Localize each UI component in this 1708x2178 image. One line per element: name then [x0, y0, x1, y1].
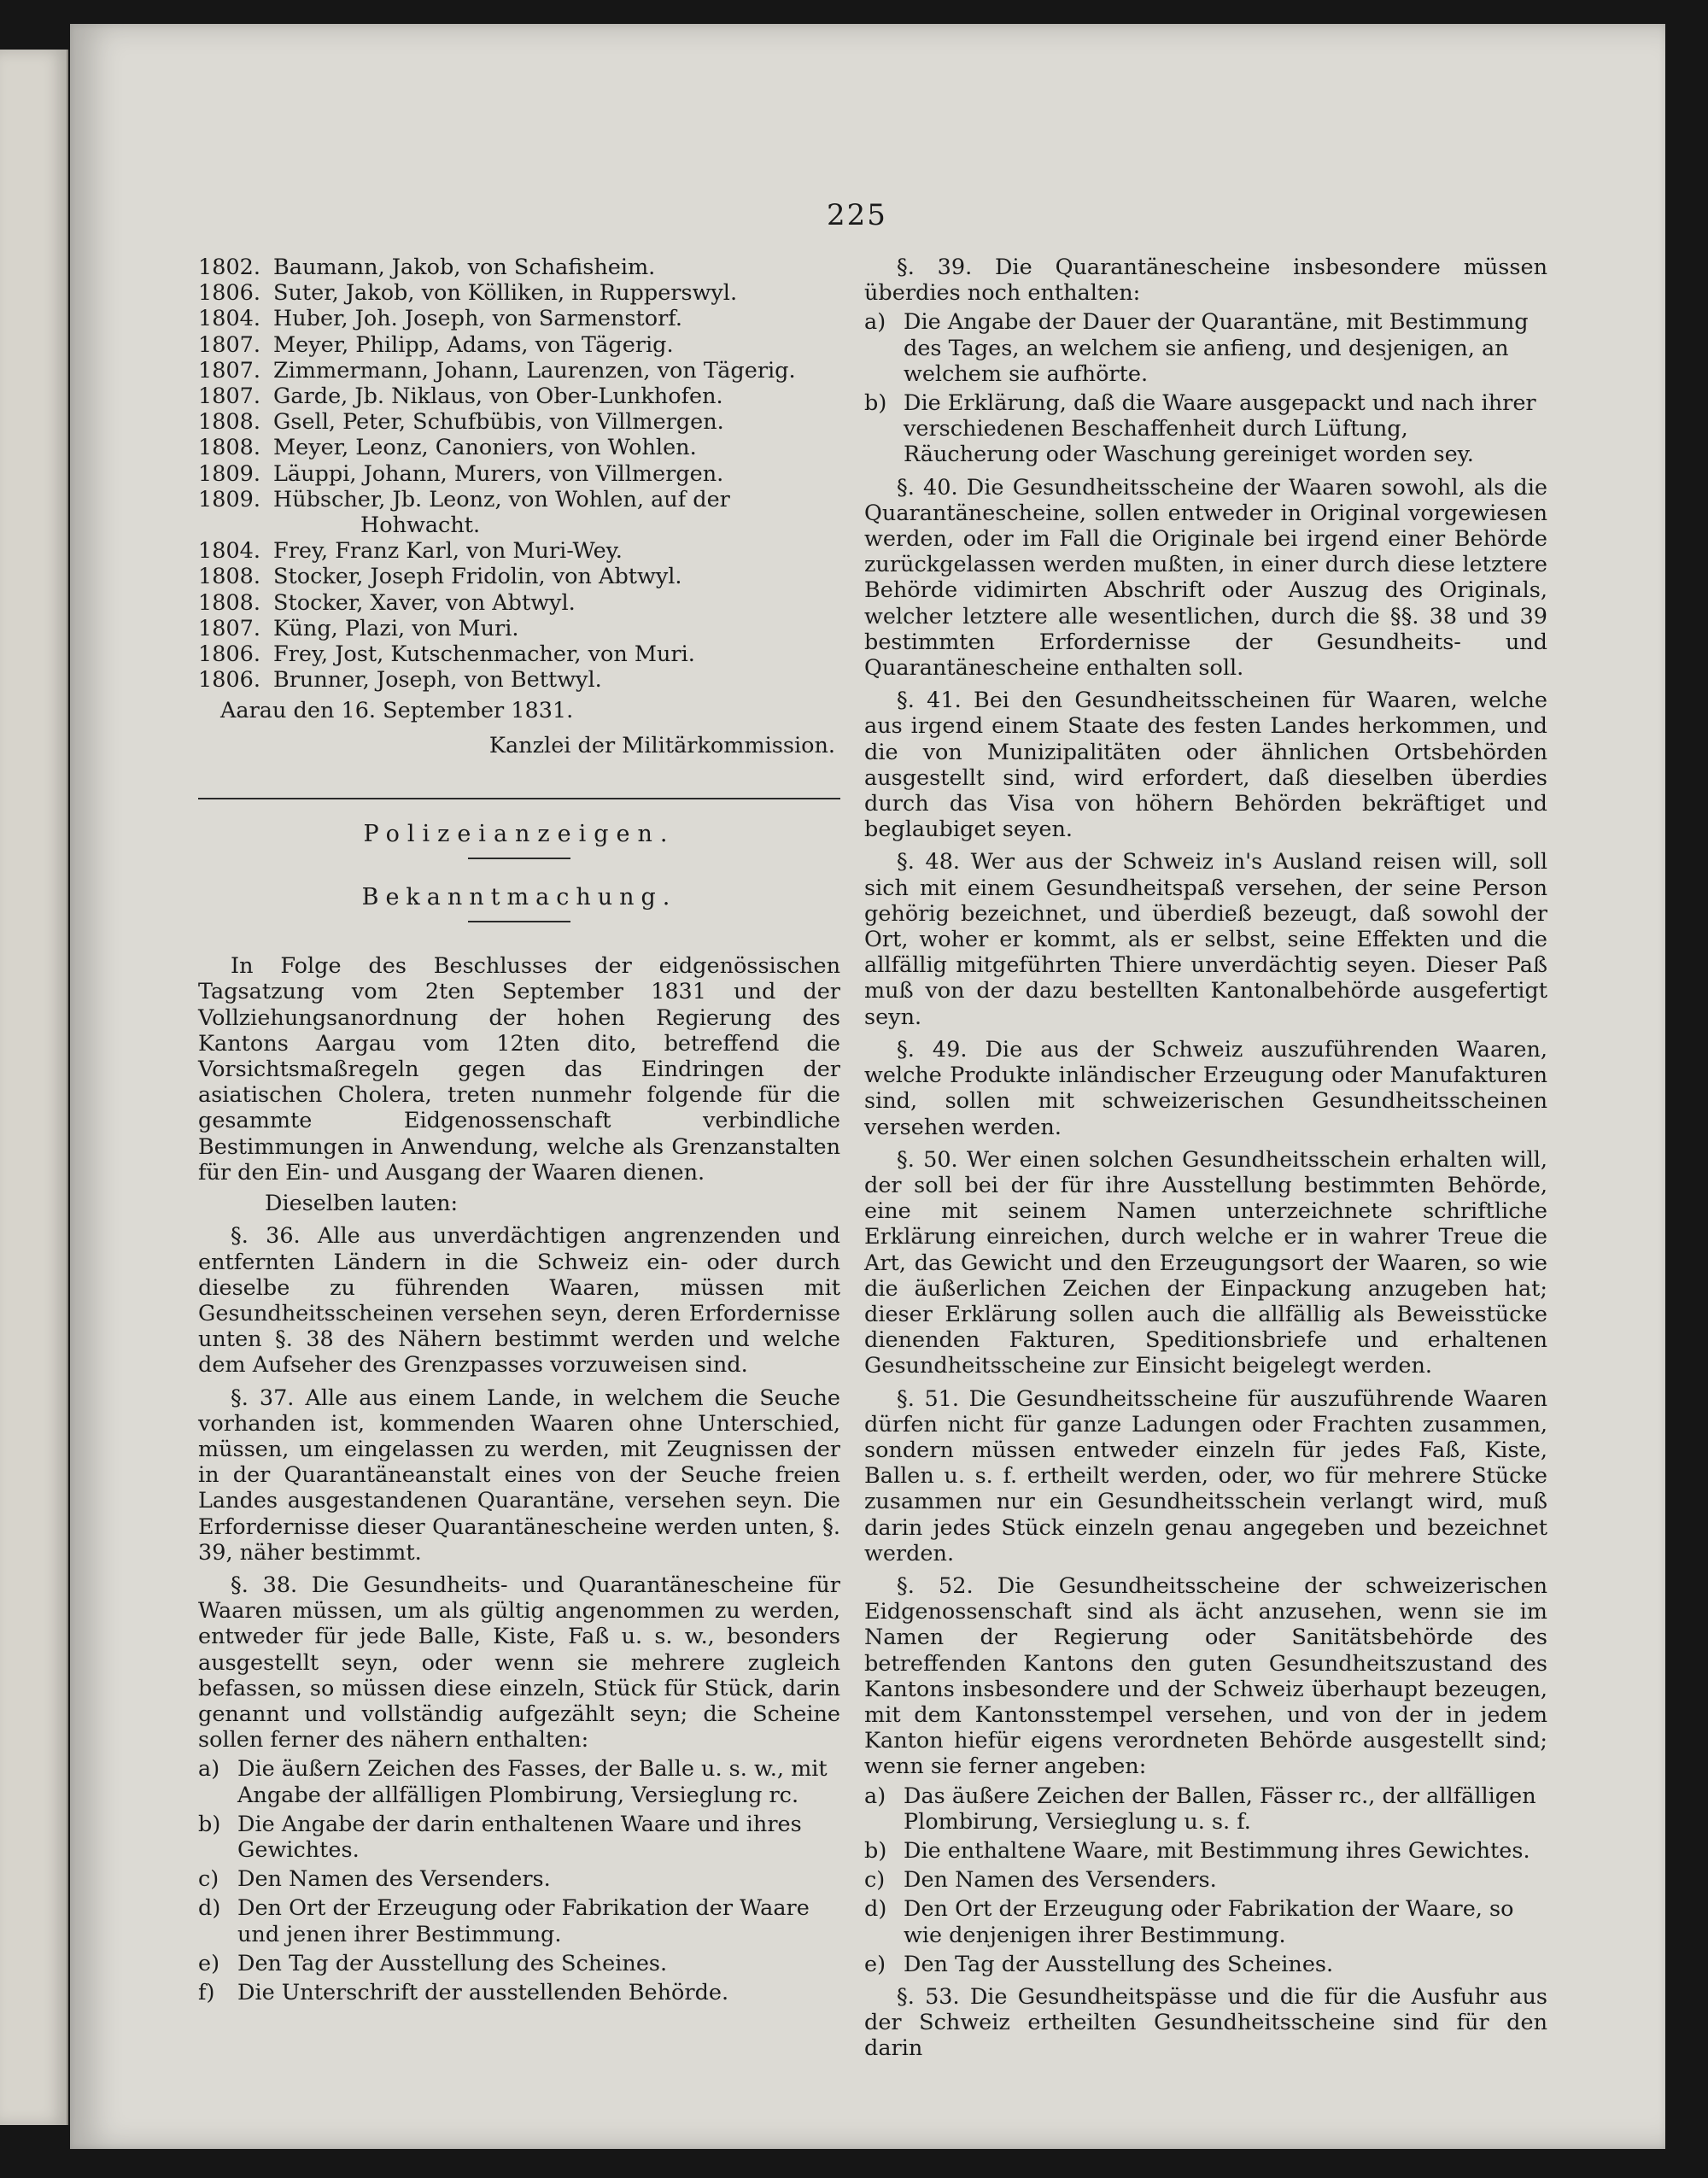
- roster-name: Hohwacht.: [360, 512, 481, 539]
- roster-year: 1808.: [198, 564, 261, 590]
- list-text: Das äußere Zeichen der Ballen, Fässer rc., der allfälligen Plombirung, Versieglung u. s. f.: [904, 1783, 1536, 1835]
- roster-year: 1809.: [198, 486, 261, 512]
- list-marker: d): [864, 1896, 887, 1923]
- roster-row: [198, 435, 840, 460]
- list-marker: f): [198, 1979, 215, 2005]
- roster-name: Stocker, Xaver, von Abtwyl.: [273, 589, 576, 616]
- lead-line: Dieselben lauten:: [265, 1191, 459, 1217]
- page-number: 225: [827, 198, 887, 232]
- roster-name: Meyer, Leonz, Canoniers, von Wohlen.: [273, 435, 697, 461]
- roster-row: [198, 616, 840, 641]
- section-divider: [198, 798, 840, 799]
- roster-name: Huber, Joh. Joseph, von Sarmenstorf.: [273, 306, 682, 332]
- list-item: [864, 309, 1547, 387]
- list-marker: a): [864, 309, 886, 336]
- roster-row: [198, 255, 840, 280]
- roster-name: Frey, Jost, Kutschenmacher, von Muri.: [273, 641, 695, 668]
- list-item: [864, 1952, 1547, 1977]
- list-text: Die äußern Zeichen des Fasses, der Balle u. s. w., mit Angabe der allfälligen Plombirung, Versieglung rc.: [237, 1756, 828, 1808]
- list-item: [864, 390, 1547, 468]
- roster-row: [198, 667, 840, 693]
- list-item: [198, 1812, 840, 1863]
- roster-name: Brunner, Joseph, von Bettwyl.: [273, 667, 602, 694]
- paragraph-49: §. 49. Die aus der Schweiz auszuführenden Waaren, welche Produkte inländischer Erzeugung oder Manufakturen sind, sollen mit schweizerischen Gesundheitsscheinen versehen werden.: [864, 1036, 1547, 1140]
- right-column: [864, 255, 1547, 2062]
- paragraph-37: §. 37. Alle aus einem Lande, in welchem die Seuche vorhanden ist, kommenden Waaren ohne Unterschied, müssen, um eingelassen zu werden, mit Zeugnissen der in der Quarantäneanstalt eines von der Seuche freien Landes ausgestandenen Quarantäne, versehen seyn. Die Erfordernisse dieser Quarantänescheine werden unten, §. 39, näher bestimmt.: [198, 1385, 840, 1566]
- list-marker: d): [198, 1895, 221, 1922]
- roster-row: [198, 538, 840, 564]
- roster-name: Läuppi, Johann, Murers, von Villmergen.: [273, 460, 724, 487]
- roster-year: 1806.: [198, 641, 261, 668]
- paragraph-40: §. 40. Die Gesundheitsscheine der Waaren sowohl, als die Quarantänescheine, sollen entweder in Original vorgewiesen werden, oder im Fall die Originale bei irgend einer Behörde zurückgelassen werden mußten, in einer durch diese letztere Behörde vidimirten Abschrift oder Auszug des Originals, welcher letztere alle wesentlichen, durch die §§. 38 und 39 bestimmten Erfordernisse der Gesundheits- und Quarantänescheine enthalten soll.: [864, 474, 1547, 682]
- list-item: [198, 1895, 840, 1947]
- paragraph-41: §. 41. Bei den Gesundheitsscheinen für Waaren, welche aus irgend einem Staate des festen Landes herkommen, und die von Munizipalitäten oder ähnlichen Ortsbehörden ausgestellt sind, wird erfordert, daß dieselben überdies durch das Visa von höhern Behörden bekräftiget und beglaubiget seyen.: [864, 688, 1547, 843]
- paragraph-50: §. 50. Wer einen solchen Gesundheitsschein erhalten will, der soll bei der für ihre Ausstellung bestimmten Behörde, eine mit seinem Namen unterzeichnete schriftliche Erklärung einreichen, durch welche er in wahrer Treue die Art, das Gewicht und den Erzeugungsort der Waaren, so wie die äußerlichen Zeichen der Einpackung anzugeben hat; dieser Erklärung sollen auch die allfällig als Beweisstücke dienenden Fakturen, Speditionsbriefe und erhaltenen Gesundheitsscheine zur Einsicht beigelegt werden.: [864, 1146, 1547, 1379]
- list-marker: a): [198, 1756, 220, 1783]
- roster-row-continuation: [198, 512, 840, 538]
- list-text: Den Tag der Ausstellung des Scheines.: [237, 1950, 668, 1976]
- list-text: Den Namen des Versenders.: [904, 1867, 1217, 1894]
- roster-row: [198, 358, 840, 383]
- roster-name: Frey, Franz Karl, von Muri-Wey.: [273, 538, 623, 565]
- paragraph-48: §. 48. Wer aus der Schweiz in's Ausland reisen will, soll sich mit einem Gesundheitspaß versehen, der seine Person gehörig bezeichnet, und überdieß bezeugt, daß sowohl der Ort, woher er kommt, als er selbst, seine Effekten und die allfällig mitgeführten Thiere unverdächtig seyen. Dieser Paß muß von der dazu bestellten Kantonalbehörde ausgefertigt seyn.: [864, 849, 1547, 1030]
- roster-name: Küng, Plazi, von Muri.: [273, 615, 519, 641]
- list-text: Den Ort der Erzeugung oder Fabrikation der Waare, so wie denjenigen ihrer Bestimmung.: [904, 1896, 1514, 1948]
- list-item: [864, 1783, 1547, 1835]
- signature: Kanzlei der Militärkommission.: [488, 732, 835, 758]
- roster-name: Suter, Jakob, von Kölliken, in Rupperswyl.: [273, 280, 738, 307]
- roster-year: 1808.: [198, 435, 261, 461]
- roster-year: 1806.: [198, 280, 261, 307]
- list-text: Die Angabe der Dauer der Quarantäne, mit Bestimmung des Tages, an welchem sie anfieng, und desjenigen, an welchem sie aufhörte.: [904, 309, 1529, 387]
- list-text: Die Erklärung, daß die Waare ausgepackt und nach ihrer verschiedenen Beschaffenheit durch Lüftung, Räucherung oder Waschung gereiniget worden sey.: [904, 390, 1536, 468]
- list-marker: c): [198, 1866, 219, 1893]
- list-marker: b): [864, 1837, 887, 1864]
- list-item: [198, 1980, 840, 2005]
- list-text: Den Namen des Versenders.: [237, 1866, 551, 1893]
- roster-name: Gsell, Peter, Schufbübis, von Villmergen.: [273, 409, 724, 436]
- paragraph-52: §. 52. Die Gesundheitsscheine der schweizerischen Eidgenossenschaft sind als ächt anzusehen, wenn sie im Namen der Regierung oder Sanitätsbehörde des betreffenden Kantons den guten Gesundheitszustand des Kantons insbesondere und der Schweiz überhaupt bezeugen, mit dem Kantonsstempel versehen, und von der in jedem Kanton hiefür eigens verordneten Behörde ausgestellt sind; wenn sie ferner angeben:: [864, 1572, 1547, 1780]
- list-marker: b): [198, 1811, 221, 1837]
- roster-row: [198, 280, 840, 306]
- roster-list: [198, 255, 840, 693]
- roster-year: 1802.: [198, 255, 261, 280]
- roster-row: [198, 306, 840, 331]
- roster-row: [198, 487, 840, 512]
- roster-year: 1807.: [198, 383, 261, 410]
- notice-heading: Bekanntmachung.: [361, 884, 677, 911]
- roster-row: [198, 641, 840, 667]
- heading-divider: [468, 858, 570, 859]
- roster-year: 1809.: [198, 460, 261, 487]
- paragraph-36: §. 36. Alle aus unverdächtigen angrenzenden und entfernten Ländern in die Schweiz ein- oder durch dieselbe zu führenden Waaren, müssen mit Gesundheitsscheinen versehen seyn, deren Erfordernisse unten §. 38 des Nähern bestimmt werden und welche dem Aufseher des Grenzpasses vorzuweisen sind.: [198, 1223, 840, 1379]
- roster-name: Garde, Jb. Niklaus, von Ober-Lunkhofen.: [273, 383, 723, 410]
- paragraph-39: §. 39. Die Quarantänescheine insbesondere müssen überdies noch enthalten:: [864, 255, 1547, 307]
- list-item: [864, 1867, 1547, 1893]
- roster-row: [198, 332, 840, 358]
- list-text: Den Tag der Ausstellung des Scheines.: [904, 1951, 1334, 1977]
- roster-year: 1804.: [198, 306, 261, 332]
- list-marker: e): [198, 1950, 220, 1976]
- list-item: [864, 1896, 1547, 1947]
- roster-year: 1808.: [198, 589, 261, 616]
- roster-name: Zimmermann, Johann, Laurenzen, von Tägerig.: [273, 357, 796, 383]
- roster-row: [198, 461, 840, 487]
- roster-year: 1806.: [198, 667, 261, 694]
- paragraph-52-list: [864, 1783, 1547, 1977]
- roster-name: Stocker, Joseph Fridolin, von Abtwyl.: [273, 564, 682, 590]
- list-text: Die Unterschrift der ausstellenden Behörde.: [237, 1979, 729, 2005]
- section-heading: Polizeianzeigen.: [363, 820, 676, 847]
- intro-paragraph: In Folge des Beschlusses der eidgenössischen Tagsatzung vom 2ten September 1831 und der Vollziehungsanordnung der hohen Regierung des Kantons Aargau vom 12ten dito, betreffend die Vorsichtsmaßregeln gegen das Eindringen der asiatischen Cholera, treten nunmehr folgende für die gesammte Eidgenossenschaft verbindliche Bestimmungen in Anwendung, welche als Grenzanstalten für den Ein- und Ausgang der Waaren dienen.: [198, 953, 840, 1186]
- list-item: [198, 1756, 840, 1807]
- paragraph-38-list: [198, 1756, 840, 2005]
- list-item: [198, 1951, 840, 1976]
- list-marker: b): [864, 390, 887, 417]
- paragraph-38: §. 38. Die Gesundheits- und Quarantänescheine für Waaren müssen, um als gültig angenommen zu werden, entweder für jede Balle, Kiste, Faß u. s. w., besonders ausgestellt seyn, oder wenn sie mehrere zugleich befassen, so müssen diese einzeln, Stück für Stück, darin genannt und vollständig aufgezählt seyn; die Scheine sollen ferner des nähern enthalten:: [198, 1572, 840, 1754]
- roster-row: [198, 564, 840, 589]
- list-text: Den Ort der Erzeugung oder Fabrikation der Waare und jenen ihrer Bestimmung.: [237, 1895, 810, 1947]
- roster-year: 1807.: [198, 615, 261, 641]
- list-marker: c): [864, 1867, 886, 1894]
- roster-row: [198, 383, 840, 409]
- paragraph-39-list: [864, 309, 1547, 467]
- list-text: Die Angabe der darin enthaltenen Waare und ihres Gewichtes.: [237, 1811, 802, 1863]
- roster-name: Baumann, Jakob, von Schafisheim.: [273, 255, 656, 280]
- heading-divider: [468, 921, 570, 922]
- previous-page-edge: [0, 50, 68, 2125]
- roster-name: Hübscher, Jb. Leonz, von Wohlen, auf der: [273, 486, 730, 512]
- list-item: [198, 1866, 840, 1892]
- list-marker: e): [864, 1951, 886, 1977]
- left-column: [198, 255, 840, 2005]
- paragraph-53: §. 53. Die Gesundheitspässe und die für die Ausfuhr aus der Schweiz ertheilten Gesundheitsscheine sind für den darin: [864, 1984, 1547, 2062]
- paragraph-51: §. 51. Die Gesundheitsscheine für auszuführende Waaren dürfen nicht für ganze Ladungen oder Frachten zusammen, sondern müssen entweder einzeln für jedes Faß, Kiste, Ballen u. s. f. ertheilt werden, oder, wo für mehrere Stücke zusammen nur ein Gesundheitsschein verlangt wird, muß darin jedes Stück einzeln genau angegeben und bezeichnet werden.: [864, 1385, 1547, 1566]
- list-text: Die enthaltene Waare, mit Bestimmung ihres Gewichtes.: [904, 1837, 1530, 1864]
- roster-row: [198, 590, 840, 616]
- roster-name: Meyer, Philipp, Adams, von Tägerig.: [273, 331, 674, 358]
- roster-year: 1804.: [198, 538, 261, 565]
- roster-row: [198, 409, 840, 435]
- place-date: Aarau den 16. September 1831.: [220, 698, 574, 724]
- roster-year: 1808.: [198, 409, 261, 436]
- roster-year: 1807.: [198, 331, 261, 358]
- list-marker: a): [864, 1783, 886, 1809]
- list-item: [864, 1838, 1547, 1864]
- roster-year: 1807.: [198, 357, 261, 383]
